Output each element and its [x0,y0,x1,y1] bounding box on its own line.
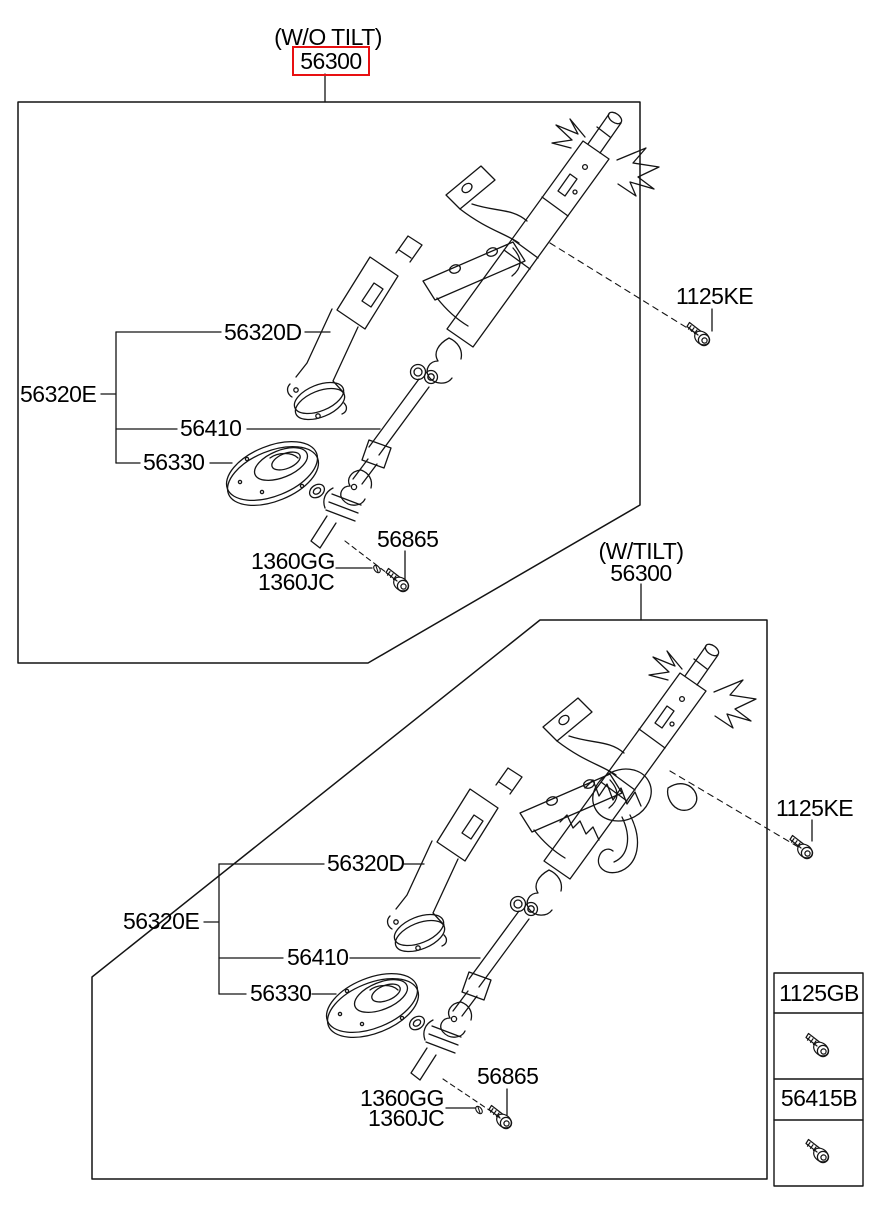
bolt-icon [386,569,411,594]
wo-tilt-caption: (W/O TILT) [274,24,382,50]
bolt-icon [806,1034,831,1059]
w-tilt-caption: (W/TILT) [598,538,684,564]
bolt-icon [489,1106,514,1131]
bolt-icon [687,323,712,348]
callout-56320d-wo: 56320D [224,319,302,345]
callout-56410-wo: 56410 [180,415,242,441]
callout-1360gg-wt: 1360GG [360,1085,444,1111]
table-part-56415b: 56415B [780,1085,858,1111]
callout-1360gg-wo: 1360GG [251,548,335,574]
callout-1360jc-wo: 1360JC [258,569,335,595]
bolt-icon [790,836,815,861]
callout-56865-wt: 56865 [477,1063,539,1089]
w-tilt-part-number: 56300 [610,560,672,586]
callout-56865-wo: 56865 [377,526,439,552]
callout-56320e-wo: 56320E [20,381,97,407]
table-part-1125gb: 1125GB [779,980,859,1006]
callout-56410-wt: 56410 [287,944,349,970]
callout-56330-wo: 56330 [143,449,205,475]
bolt-icon [806,1140,831,1165]
callout-1125ke-wo: 1125KE [676,283,754,309]
clip-icon [474,1105,483,1115]
callout-1125ke-wt: 1125KE [776,795,854,821]
clip-icon [372,564,381,574]
selected-part-box [292,46,370,76]
wo-tilt-part-number: 56300 [300,47,362,74]
callout-56320d-wt: 56320D [327,850,405,876]
callout-56330-wt: 56330 [250,980,312,1006]
callout-56320e-wt: 56320E [123,908,200,934]
callout-1360jc-wt: 1360JC [368,1105,445,1131]
